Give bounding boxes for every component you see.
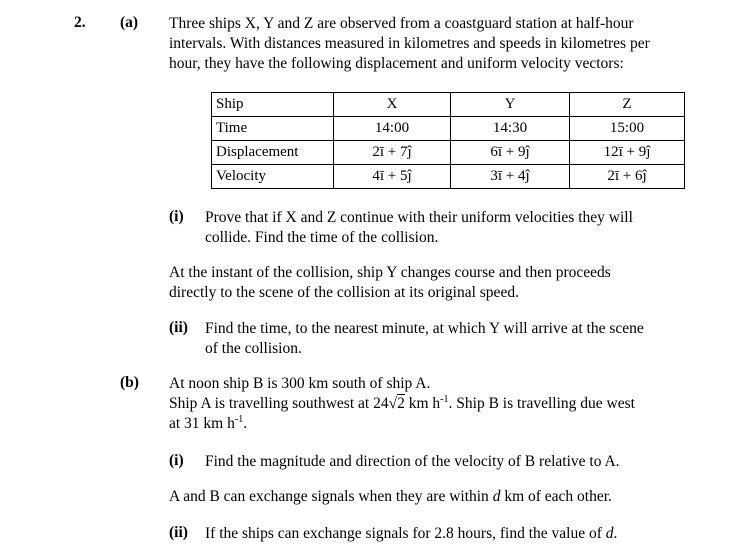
part-a-i-text — [205, 208, 633, 248]
exchange-d: d — [492, 488, 501, 505]
question-number: 2. — [74, 14, 86, 31]
table-cell: Displacement — [212, 141, 334, 165]
table-cell: 4ī + 5ĵ — [334, 165, 451, 189]
b-line-3-b: . — [243, 415, 248, 432]
table-row — [212, 117, 685, 141]
part-a-label: (a) — [120, 14, 139, 31]
table-header-cell: Ship — [212, 93, 334, 117]
b-line-3 — [169, 414, 635, 434]
exchange-b: km of each other. — [500, 488, 612, 505]
table-cell: Time — [212, 117, 334, 141]
intro-line-2: intervals. With distances measured in kilometres and speeds in kilometres per — [169, 35, 650, 52]
table-header-cell: Y — [451, 93, 570, 117]
part-b-exchange — [169, 487, 612, 507]
exchange-a: A and B can exchange signals when they are within — [169, 488, 493, 505]
table-row — [212, 165, 685, 189]
table-cell: 6ī + 9ĵ — [451, 141, 570, 165]
part-b-i-text: Find the magnitude and direction of the velocity of B relative to A. — [205, 453, 620, 470]
part-a-middle — [169, 263, 611, 303]
intro-line-1: Three ships X, Y and Z are observed from a coastguard station at half-hour — [169, 15, 634, 32]
table-row — [212, 93, 685, 117]
part-a-intro — [169, 14, 650, 74]
b-ii-a: If the ships can exchange signals for 2.8 hours, find the value of — [205, 525, 606, 542]
table-cell: 14:30 — [451, 117, 570, 141]
table-cell: 2ī + 7ĵ — [334, 141, 451, 165]
b-line-2-b: km h — [404, 395, 441, 412]
part-b-ii-label: (ii) — [169, 524, 188, 541]
table-cell: 15:00 — [570, 117, 685, 141]
middle-line-2: directly to the scene of the collision at its original speed. — [169, 284, 519, 301]
part-b-label: (b) — [120, 374, 139, 391]
b-line-2-c: . Ship B is travelling due west — [448, 395, 635, 412]
part-a-ii-text — [205, 319, 644, 359]
b-ii-d: d — [605, 525, 614, 542]
b-ii-b: . — [613, 525, 618, 542]
table-row — [212, 141, 685, 165]
sqrt-symbol: √ — [388, 395, 398, 412]
table-cell: 3ī + 4ĵ — [451, 165, 570, 189]
table-header-cell: Z — [570, 93, 685, 117]
table-header-cell: X — [334, 93, 451, 117]
b-line-1: At noon ship B is 300 km south of ship A. — [169, 375, 431, 392]
b-line-2-a: Ship A is travelling southwest at 24 — [169, 395, 389, 412]
b-line-2-exp: -1 — [440, 393, 449, 405]
part-b-ii-text — [205, 524, 617, 544]
b-line-2 — [169, 394, 635, 414]
sqrt-radicand: 2 — [397, 395, 405, 412]
a-i-line-2: collide. Find the time of the collision. — [205, 229, 439, 246]
a-ii-line-2: of the collision. — [205, 340, 302, 357]
a-i-line-1: Prove that if X and Z continue with their uniform velocities they will — [205, 209, 633, 226]
intro-line-3: hour, they have the following displacement and uniform velocity vectors: — [169, 55, 624, 72]
table-cell: Velocity — [212, 165, 334, 189]
part-a-ii-label: (ii) — [169, 319, 188, 336]
part-b-intro — [169, 374, 635, 434]
b-line-3-a: at 31 km h — [169, 415, 235, 432]
b-line-3-exp: -1 — [234, 413, 244, 425]
table-cell: 14:00 — [334, 117, 451, 141]
part-a-i-label: (i) — [169, 208, 184, 225]
table-cell: 2ī + 6ĵ — [570, 165, 685, 189]
a-ii-line-1: Find the time, to the nearest minute, at which Y will arrive at the scene — [205, 320, 644, 337]
table-cell: 12ī + 9ĵ — [570, 141, 685, 165]
part-b-i-label: (i) — [169, 452, 184, 469]
ships-table — [211, 92, 685, 189]
middle-line-1: At the instant of the collision, ship Y changes course and then proceeds — [169, 264, 611, 281]
